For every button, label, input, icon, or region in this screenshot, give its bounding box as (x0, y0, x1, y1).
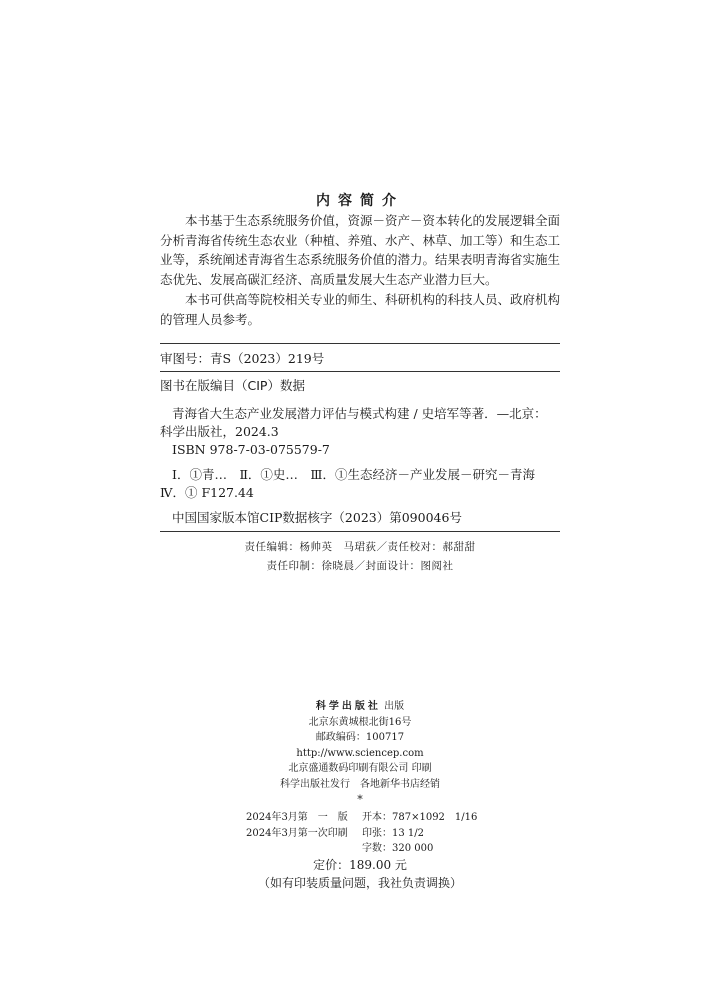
credits-line-2: 责任印制：徐晓晨／封面设计：图阅社 (266, 560, 454, 572)
cip-title-line-1: 青海省大生态产业发展潜力评估与模式构建 / 史培军等著．—北京： (172, 406, 547, 421)
publisher-line (0, 699, 720, 715)
printed-sheets: 印张：13 1/2 (362, 828, 424, 839)
publication-info (0, 699, 720, 792)
distribution: 科学出版社发行 各地新华书店经销 (280, 778, 440, 790)
price: 定价：189.00 元 (313, 858, 407, 872)
credits-line-1: 责任编辑：杨帅英 马珺荻／责任校对：郝甜甜 (244, 541, 476, 553)
publisher-address: 北京东黄城根北街16号 (308, 716, 412, 728)
intro-title: 内容简介 (316, 193, 404, 209)
intro-paragraph-1: 本书基于生态系统服务价值，资源－资产－资本转化的发展逻辑全面分析青海省传统生态农业（种植、养殖、水产、林草、加工等）和生态工业等，系统阐述青海省生态系统服务价值的潜力。结果表明青海省实施生态优先、发展高碳汇经济、高质量发展大生态产业潜力巨大。 (160, 213, 561, 287)
cip-classification-line-1: Ⅰ．①青… Ⅱ．①史… Ⅲ．①生态经济－产业发展－研究－青海 (172, 467, 535, 482)
divider-cip-bottom (160, 531, 560, 532)
intro-paragraph-2: 本书可供高等院校相关专业的师生、科研机构的科技人员、政府机构的管理人员参考。 (160, 292, 561, 327)
quality-note: （如有印装质量问题，我社负责调换） (257, 876, 462, 890)
format: 开本：787×1092 1/16 (362, 812, 478, 823)
publisher-website: http://www.sciencep.com (296, 747, 424, 759)
printing: 2024年3月第一次印刷 (246, 828, 348, 839)
publisher-name: 科学出版社 (315, 701, 381, 712)
publisher-suffix: 出版 (384, 701, 405, 712)
divider-top (160, 343, 560, 344)
cip-heading: 图书在版编目（CIP）数据 (160, 378, 305, 393)
map-approval-number: 审图号：青S（2023）219号 (160, 351, 325, 366)
divider-cip-top (160, 371, 560, 372)
cip-isbn: ISBN 978-7-03-075579-7 (172, 442, 330, 457)
cip-verification-number: 中国国家版本馆CIP数据核字（2023）第090046号 (172, 510, 462, 525)
cip-classification-line-2: Ⅳ．① F127.44 (160, 485, 254, 500)
printer: 北京盛通数码印刷有限公司 印刷 (288, 763, 432, 774)
edition: 2024年3月第 一 版 (246, 812, 348, 823)
publisher-postcode: 邮政编码：100717 (315, 732, 405, 743)
section-separator: * (357, 793, 363, 806)
word-count: 字数：320 000 (362, 843, 434, 854)
cip-title-line-2: 科学出版社，2024.3 (160, 424, 279, 439)
